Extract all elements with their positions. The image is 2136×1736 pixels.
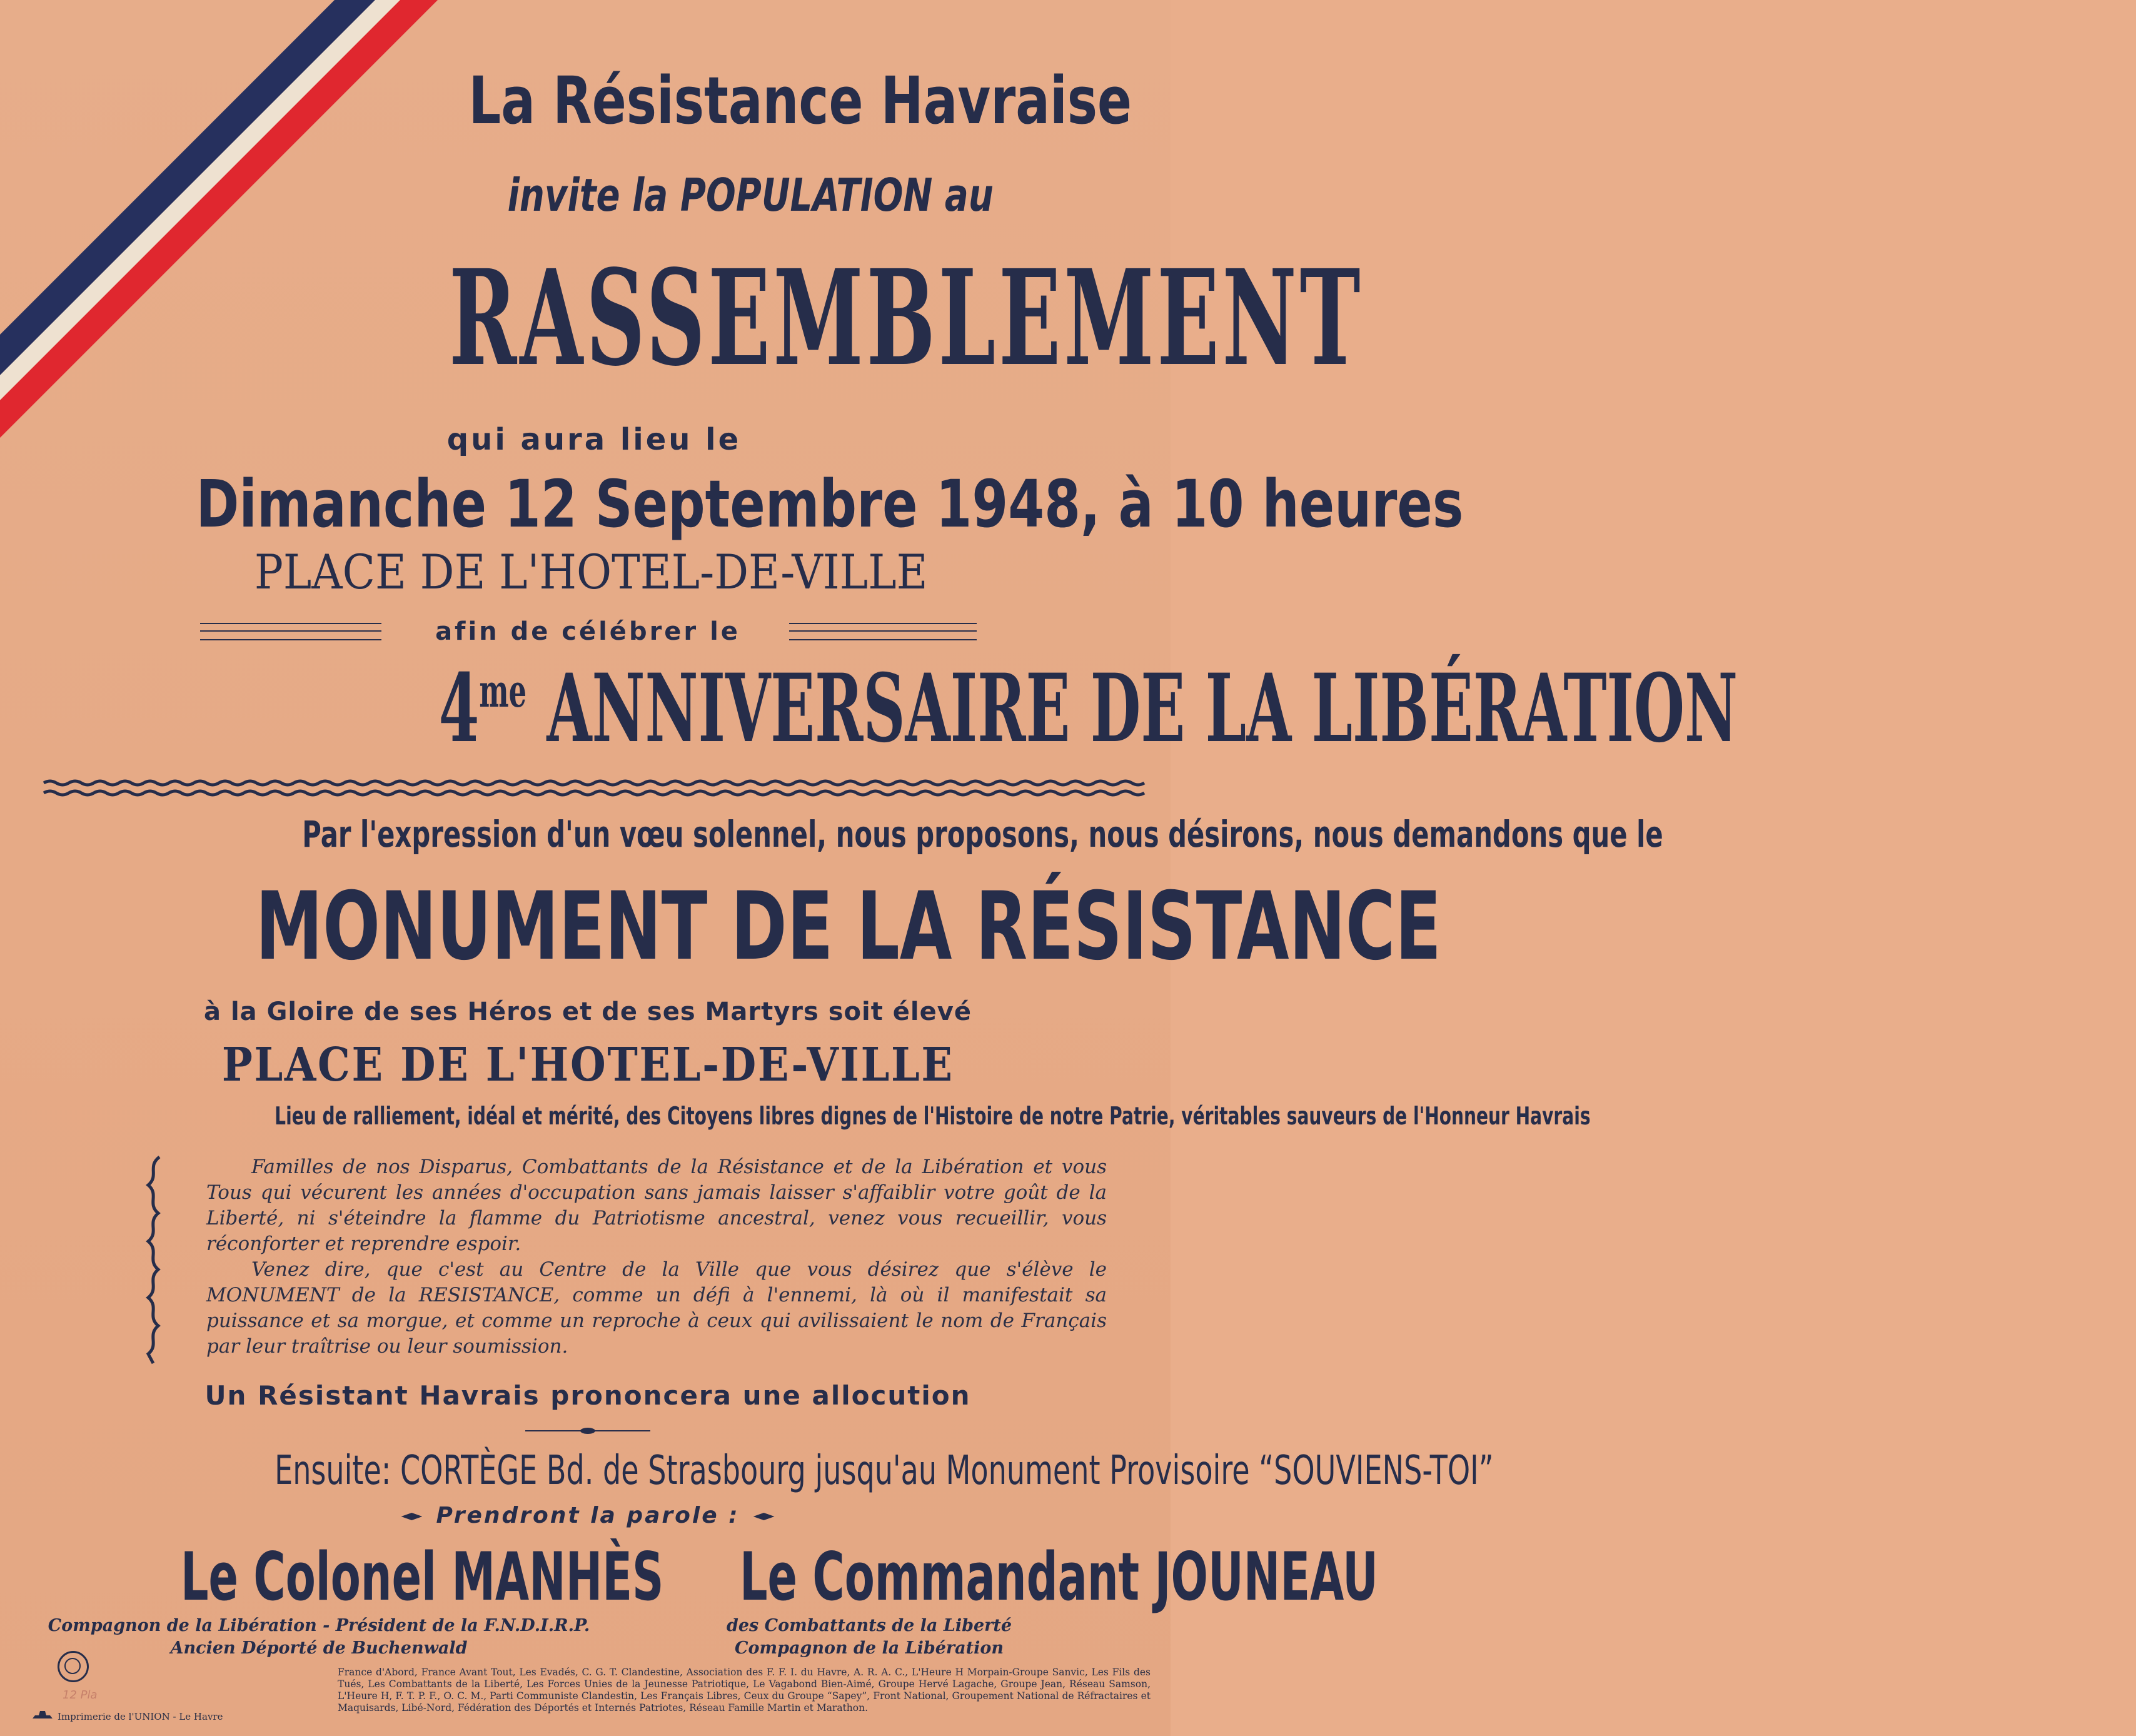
anniversary-title xyxy=(41,654,1738,764)
speaker-left-title-1: Compagnon de la Libération - Président de la F.N.D.I.R.P. xyxy=(48,1616,590,1635)
monument-title: MONUMENT DE LA RÉSISTANCE xyxy=(255,872,1441,981)
event-date: Dimanche 12 Septembre 1948, à 10 heures xyxy=(196,466,1464,542)
decorative-bracket xyxy=(141,1154,166,1366)
prendront-line xyxy=(350,1503,825,1528)
ornament-rule xyxy=(525,1426,650,1436)
invitation-line: invite la POPULATION au xyxy=(507,169,994,221)
qui-aura-lieu-line: qui aura lieu le xyxy=(446,422,742,457)
appeal-paragraph-1: Familles de nos Disparus, Combattants de la Résistance et de la Libération et vous Tous qui vécurent les années d'occupation sans jamais laisser s'affaiblir votre goût de la Liberté, ni s'éteindre la flamme du Patriotisme ancestral, venez vous recueillir, vous réconforter et reprendre espoir. xyxy=(206,1156,1107,1255)
rule-left xyxy=(200,623,381,640)
anniversary-text: ANNIVERSAIRE DE LA LIBÉRATION xyxy=(547,654,1738,764)
afin-line: afin de célébrer le xyxy=(435,617,740,646)
speaker-right-titles xyxy=(663,1615,1076,1660)
diamond-ornament-right xyxy=(753,1513,775,1520)
pencil-note: 12 Pla xyxy=(63,1688,98,1702)
expression-line: Par l'expression d'un vœu solennel, nous proposons, nous désirons, nous demandons que le xyxy=(302,813,1663,855)
event-place: PLACE DE L'HOTEL-DE-VILLE xyxy=(254,544,928,600)
speaker-right: Le Commandant JOUNEAU xyxy=(739,1538,1378,1615)
rule-right xyxy=(789,623,977,640)
printer-mark-icon xyxy=(31,1710,54,1720)
speaker-left-titles xyxy=(38,1615,600,1660)
printer-credit: Imprimerie de l'UNION - Le Havre xyxy=(58,1711,223,1722)
anniversary-ordinal: 4 xyxy=(438,654,480,764)
anniversary-suffix: me xyxy=(479,664,526,717)
appeal-text xyxy=(206,1154,1107,1360)
ensuite-line: Ensuite: CORTÈGE Bd. de Strasbourg jusqu'au Monument Provisoire “SOUVIENS-TOI” xyxy=(275,1448,1494,1494)
organisation-title: La Résistance Havraise xyxy=(468,63,1132,139)
speaker-left: Le Colonel MANHÈS xyxy=(180,1538,664,1615)
event-title: RASSEMBLEMENT xyxy=(449,241,1364,395)
monument-place: PLACE DE L'HOTEL-DE-VILLE xyxy=(221,1038,954,1092)
gloire-line: à la Gloire de ses Héros et de ses Martyrs soit élevé xyxy=(204,997,972,1026)
speaker-right-title-1: des Combattants de la Liberté xyxy=(726,1616,1012,1635)
wavy-rule xyxy=(44,775,1132,800)
speaker-left-title-2: Ancien Déporté de Buchenwald xyxy=(170,1638,468,1658)
speaker-right-title-2: Compagnon de la Libération xyxy=(735,1638,1004,1658)
lieu-line: Lieu de ralliement, idéal et mérité, des Citoyens libres dignes de l'Histoire de notre Patrie, véritables sauveurs de l'Honneur Havrais xyxy=(275,1103,1591,1131)
appeal-paragraph-2: Venez dire, que c'est au Centre de la Ville que vous désirez que s'élève le MONUMENT de la RESISTANCE, comme un défi à l'ennemi, là où il manifestait sa puissance et sa morgue, et comme un reproche à ceux qui avilissaient le nom de Français par leur traîtrise ou leur soumission. xyxy=(206,1258,1107,1358)
union-label-stamp xyxy=(58,1651,89,1682)
prendront-text: Prendront la parole : xyxy=(436,1503,740,1528)
diamond-ornament-left xyxy=(401,1513,422,1520)
associations-list: France d'Abord, France Avant Tout, Les Evadés, C. G. T. Clandestine, Association des F. F. I. du Havre, A. R. A. C., L'Heure H Morpain-Groupe Sanvic, Les Fils des Tués, Les Combattants de la Liberté, Les Forces Unies de la Jeunesse Patriotique, Le Vagabond Bien-Aimé, Groupe Hervé Lagache, Groupe Jean, Réseau Samson, L'Heure H, F. T. P. F., O. C. M., Parti Communiste Clandestin, Les Français Libres, Ceux du Groupe “Sapey”, Front National, Groupement National de Réfractaires et Maquisards, Libé-Nord, Fédération des Déportés et Internés Patriotes, Réseau Famille Martin et Marathon. xyxy=(338,1667,1151,1713)
allocution-line: Un Résistant Havrais prononcera une allocution xyxy=(204,1380,971,1411)
